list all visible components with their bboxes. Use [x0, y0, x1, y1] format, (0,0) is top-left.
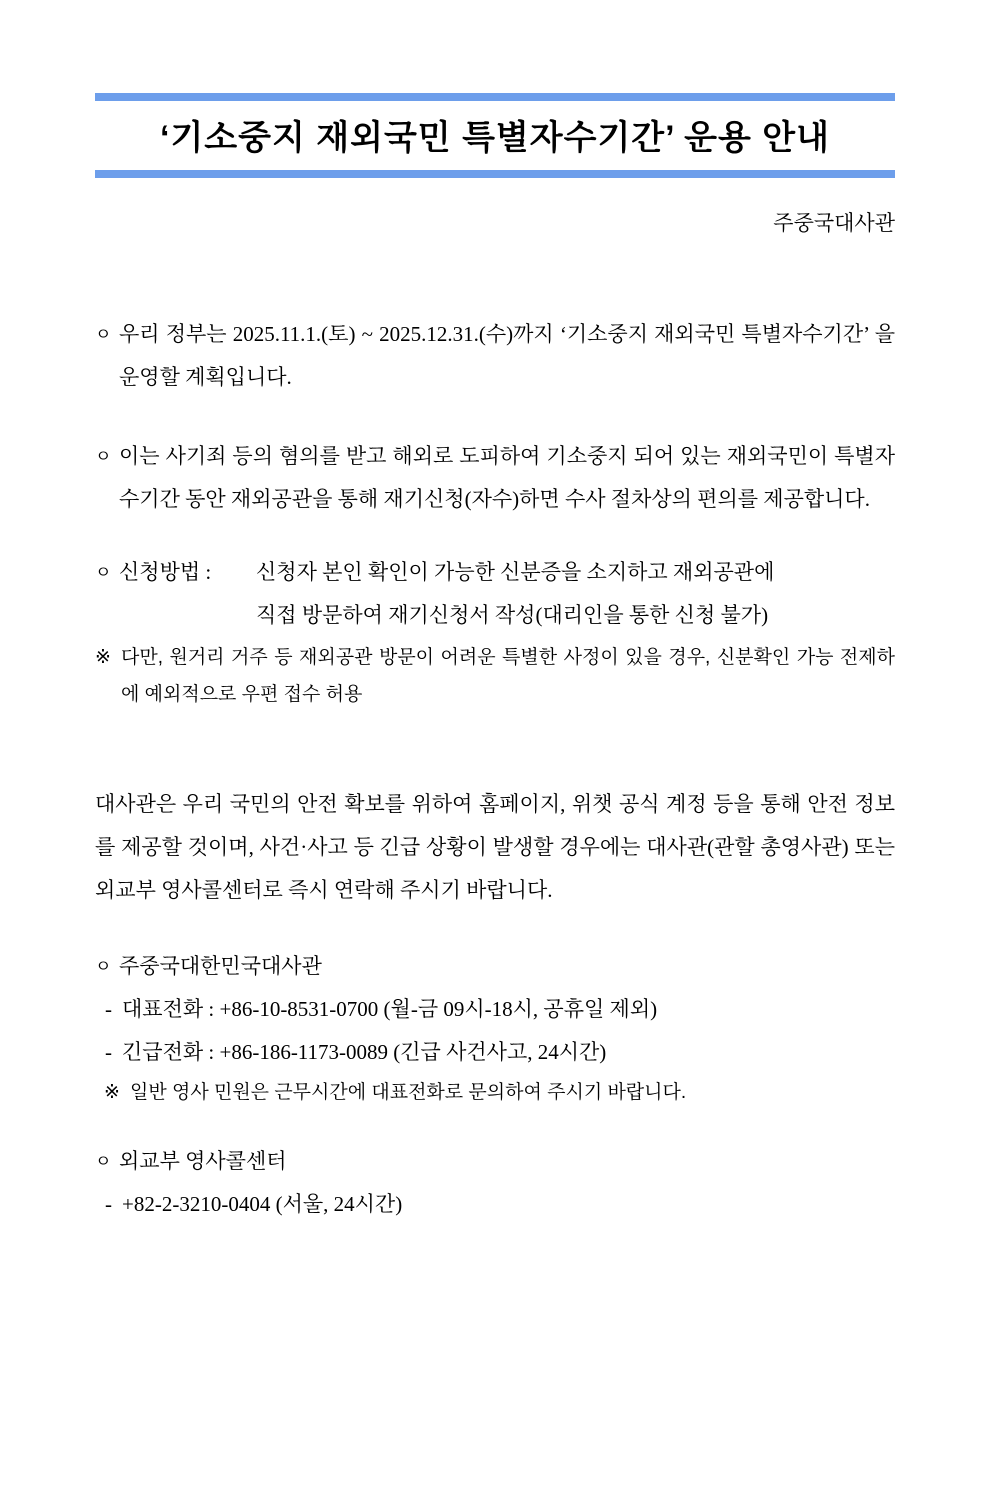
callcenter-heading	[95, 1140, 895, 1183]
phone-text: 긴급전화 : +86-186-1173-0089 (긴급 사건사고, 24시간)	[122, 1040, 607, 1064]
method-line-2: 직접 방문하여 재기신청서 작성(대리인을 통한 신청 불가)	[256, 603, 769, 627]
paragraph-text: 이는 사기죄 등의 혐의를 받고 해외로 도피하여 기소중지 되어 있는 재외국민이 특별자수기간 동안 재외공관을 통해 재기신청(자수)하면 수사 절차상의 편의를 제공합니다.	[119, 444, 895, 511]
embassy-emergency-phone	[95, 1031, 895, 1074]
reference-mark: ※	[104, 1082, 120, 1103]
note-text: 다만, 원거리 거주 등 재외공관 방문이 어려운 특별한 사정이 있을 경우, 신분확인 가능 전제하에 예외적으로 우편 접수 허용	[121, 647, 895, 705]
method-description	[256, 551, 895, 637]
phone-text: 대표전화 : +86-10-8531-0700 (월-금 09시-18시, 공휴일 제외)	[122, 997, 658, 1021]
title-bottom-rule	[95, 170, 895, 178]
issuer-name: 주중국대사관	[773, 211, 895, 235]
title-top-rule	[95, 93, 895, 101]
document-title: ‘기소중지 재외국민 특별자수기간’ 운용 안내	[160, 119, 830, 157]
dash-bullet: -	[105, 1040, 112, 1064]
embassy-note	[95, 1074, 895, 1112]
method-label: 신청방법 :	[119, 560, 212, 584]
embassy-heading	[95, 945, 895, 988]
callcenter-contact-section	[95, 1140, 895, 1226]
notice-document	[95, 93, 895, 1226]
embassy-name: 주중국대한민국대사관	[119, 954, 322, 978]
reference-mark: ※	[95, 647, 111, 668]
paragraph-text: 우리 정부는 2025.11.1.(토) ~ 2025.12.31.(수)까지 ‘기소중지 재외국민 특별자수기간’ 을 운영할 계획입니다.	[119, 322, 895, 389]
dash-bullet: -	[105, 997, 112, 1021]
embassy-main-phone	[95, 988, 895, 1031]
circle-bullet: ㅇ	[95, 447, 112, 466]
circle-bullet: ㅇ	[95, 1152, 112, 1171]
paragraph-operation-period	[95, 313, 895, 399]
paragraph-purpose	[95, 435, 895, 521]
circle-bullet: ㅇ	[95, 563, 112, 582]
callcenter-name: 외교부 영사콜센터	[119, 1149, 287, 1173]
method-line-1: 신청자 본인 확인이 가능한 신분증을 소지하고 재외공관에	[256, 560, 775, 584]
dash-bullet: -	[105, 1192, 112, 1216]
circle-bullet: ㅇ	[95, 957, 112, 976]
phone-text: +82-2-3210-0404 (서울, 24시간)	[122, 1192, 403, 1216]
paragraph-safety-info: 대사관은 우리 국민의 안전 확보를 위하여 홈페이지, 위챗 공식 계정 등을 통해 안전 정보를 제공할 것이며, 사건·사고 등 긴급 상황이 발생할 경우에는 대사관(관할 총영사관) 또는 외교부 영사콜센터로 즉시 연락해 주시기 바랍니다.	[95, 792, 895, 902]
circle-bullet: ㅇ	[95, 325, 112, 344]
paragraph-application-method	[95, 551, 895, 637]
embassy-contact-section	[95, 945, 895, 1112]
note-text: 일반 영사 민원은 근무시간에 대표전화로 문의하여 주시기 바랍니다.	[130, 1082, 687, 1103]
note-mail-exception	[95, 639, 895, 713]
callcenter-phone	[95, 1183, 895, 1226]
